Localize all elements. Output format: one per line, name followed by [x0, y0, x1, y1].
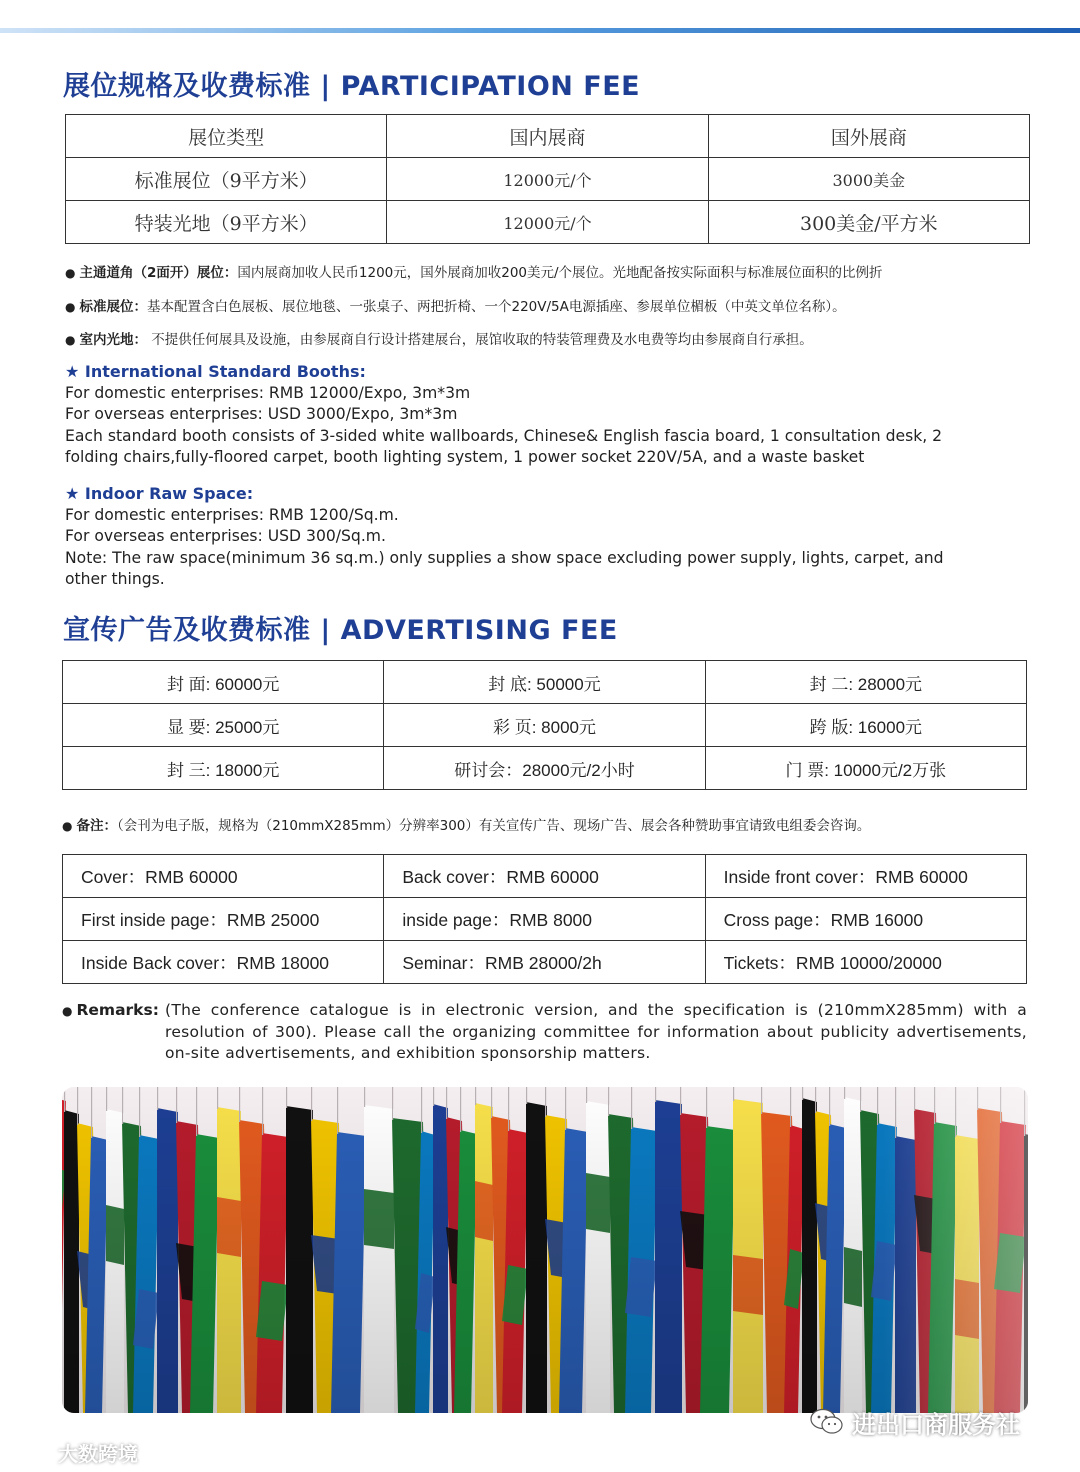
- brand-text: 进出口商服务社: [852, 1410, 1020, 1439]
- table-cell: First inside page：RMB 25000: [63, 898, 384, 941]
- table-cell: Cross page：RMB 16000: [705, 898, 1026, 941]
- table-row: [63, 898, 1027, 941]
- star-icon: ★: [65, 484, 85, 503]
- table-row: [63, 747, 1027, 790]
- text-line: other things.: [65, 570, 165, 589]
- table-row: [66, 158, 1030, 201]
- table-cell: 显 要: 25000元: [63, 704, 384, 747]
- note-standard-booth: ● 标准展位：基本配置含白色展板、展位地毯、一张桌子、两把折椅、一个220V/5A电源插座、参展单位楣板（中英文单位名称）。: [65, 299, 846, 315]
- wechat-watermark: [810, 1402, 1020, 1442]
- left-watermark-text: 大数跨境: [58, 1442, 138, 1466]
- table-cell: 门 票: 10000元/2万张: [705, 747, 1026, 790]
- bullet-icon: ●: [65, 266, 76, 280]
- left-watermark: [8, 1438, 138, 1467]
- table-cell: inside page：RMB 8000: [384, 898, 705, 941]
- table-cell: Cover：RMB 60000: [63, 855, 384, 898]
- text-line: Note: The raw space(minimum 36 sq.m.) only supplies a show space excluding power supply, lights, carpet, and: [65, 548, 944, 567]
- flags-photo: [62, 1087, 1028, 1413]
- advertising-title: 宣传广告及收费标准 | ADVERTISING FEE: [63, 615, 618, 646]
- flags-illustration: [62, 1087, 1028, 1413]
- table-header-row: [66, 115, 1030, 158]
- bullet-icon: ●: [62, 1004, 73, 1018]
- table-row: [63, 661, 1027, 704]
- header-booth-type: 展位类型: [66, 115, 387, 158]
- header-domestic: 国内展商: [387, 115, 708, 158]
- header-overseas: 国外展商: [708, 115, 1029, 158]
- advertising-cn-table: [62, 660, 1027, 790]
- advertising-cn-note: ● 备注：（会刊为电子版，规格为（210mmX285mm）分辨率300）有关宣传广告、现场广告、展会各种赞助事宜请致电组委会咨询。: [62, 818, 871, 834]
- text-line: For overseas enterprises: USD 300/Sq.m.: [65, 527, 386, 546]
- table-row: [66, 201, 1030, 244]
- table-cell: Inside Back cover：RMB 18000: [63, 941, 384, 984]
- table-cell: 12000元/个: [387, 158, 708, 201]
- participation-title: 展位规格及收费标准 | PARTICIPATION FEE: [63, 71, 641, 102]
- table-cell: 特装光地（9平方米）: [66, 201, 387, 244]
- table-cell: 300美金/平方米: [708, 201, 1029, 244]
- table-cell: Back cover：RMB 60000: [384, 855, 705, 898]
- wechat-icon: [810, 1408, 844, 1436]
- text-line: folding chairs,fully-floored carpet, booth lighting system, 1 power socket 220V/5A, and a waste basket: [65, 448, 865, 467]
- table-row: [63, 941, 1027, 984]
- note-corner-booth: ● 主通道角（2面开）展位：国内展商加收人民币1200元，国外展商加收200美元/个展位。光地配备按实际面积与标准展位面积的比例折: [65, 265, 883, 281]
- table-cell: 3000美金: [708, 158, 1029, 201]
- table-cell: Inside front cover：RMB 60000: [705, 855, 1026, 898]
- remarks-label: Remarks:: [76, 1001, 159, 1019]
- international-standard-booths: [65, 361, 1055, 469]
- table-cell: 研讨会：28000元/2小时: [384, 747, 705, 790]
- text-line: Each standard booth consists of 3-sided white wallboards, Chinese& English fascia board, 1 consultation desk, 2: [65, 426, 943, 445]
- star-icon: ★: [65, 362, 85, 381]
- bullet-icon: ●: [65, 333, 76, 347]
- text-line: For overseas enterprises: USD 3000/Expo, 3m*3m: [65, 405, 458, 424]
- text-line: For domestic enterprises: RMB 1200/Sq.m.: [65, 506, 399, 524]
- bullet-icon: ●: [65, 300, 76, 314]
- table-row: [63, 855, 1027, 898]
- participation-table: [65, 114, 1030, 244]
- indoor-raw-space: [65, 483, 1055, 591]
- advertising-en-table: [62, 854, 1027, 984]
- table-cell: 彩 页: 8000元: [384, 704, 705, 747]
- table-row: [63, 704, 1027, 747]
- table-cell: Seminar：RMB 28000/2h: [384, 941, 705, 984]
- note-raw-space: ● 室内光地： 不提供任何展具及设施，由参展商自行设计搭建展台，展馆收取的特装管理费及水电费等均由参展商自行承担。: [65, 332, 813, 348]
- remarks: [62, 1000, 1027, 1065]
- top-accent-bar: [0, 28, 1080, 33]
- table-cell: 标准展位（9平方米）: [66, 158, 387, 201]
- table-cell: Tickets：RMB 10000/20000: [705, 941, 1026, 984]
- text-line: For domestic enterprises: RMB 12000/Expo, 3m*3m: [65, 384, 471, 402]
- logo-icon: [8, 1442, 52, 1464]
- remarks-text: (The conference catalogue is in electronic version, and the specification is (210mmX285mm) with a resolution of 300). Please call the organizing committee for information about publicity advertisements, on-site advertisements, and exhibition sponsorship matters.: [165, 1001, 1027, 1062]
- table-cell: 12000元/个: [387, 201, 708, 244]
- table-cell: 封 三: 18000元: [63, 747, 384, 790]
- table-cell: 封 底: 50000元: [384, 661, 705, 704]
- table-cell: 封 面: 60000元: [63, 661, 384, 704]
- section-heading: Indoor Raw Space:: [84, 484, 254, 503]
- section-heading: International Standard Booths:: [84, 362, 366, 381]
- table-cell: 跨 版: 16000元: [705, 704, 1026, 747]
- bullet-icon: ●: [62, 819, 73, 833]
- table-cell: 封 二: 28000元: [705, 661, 1026, 704]
